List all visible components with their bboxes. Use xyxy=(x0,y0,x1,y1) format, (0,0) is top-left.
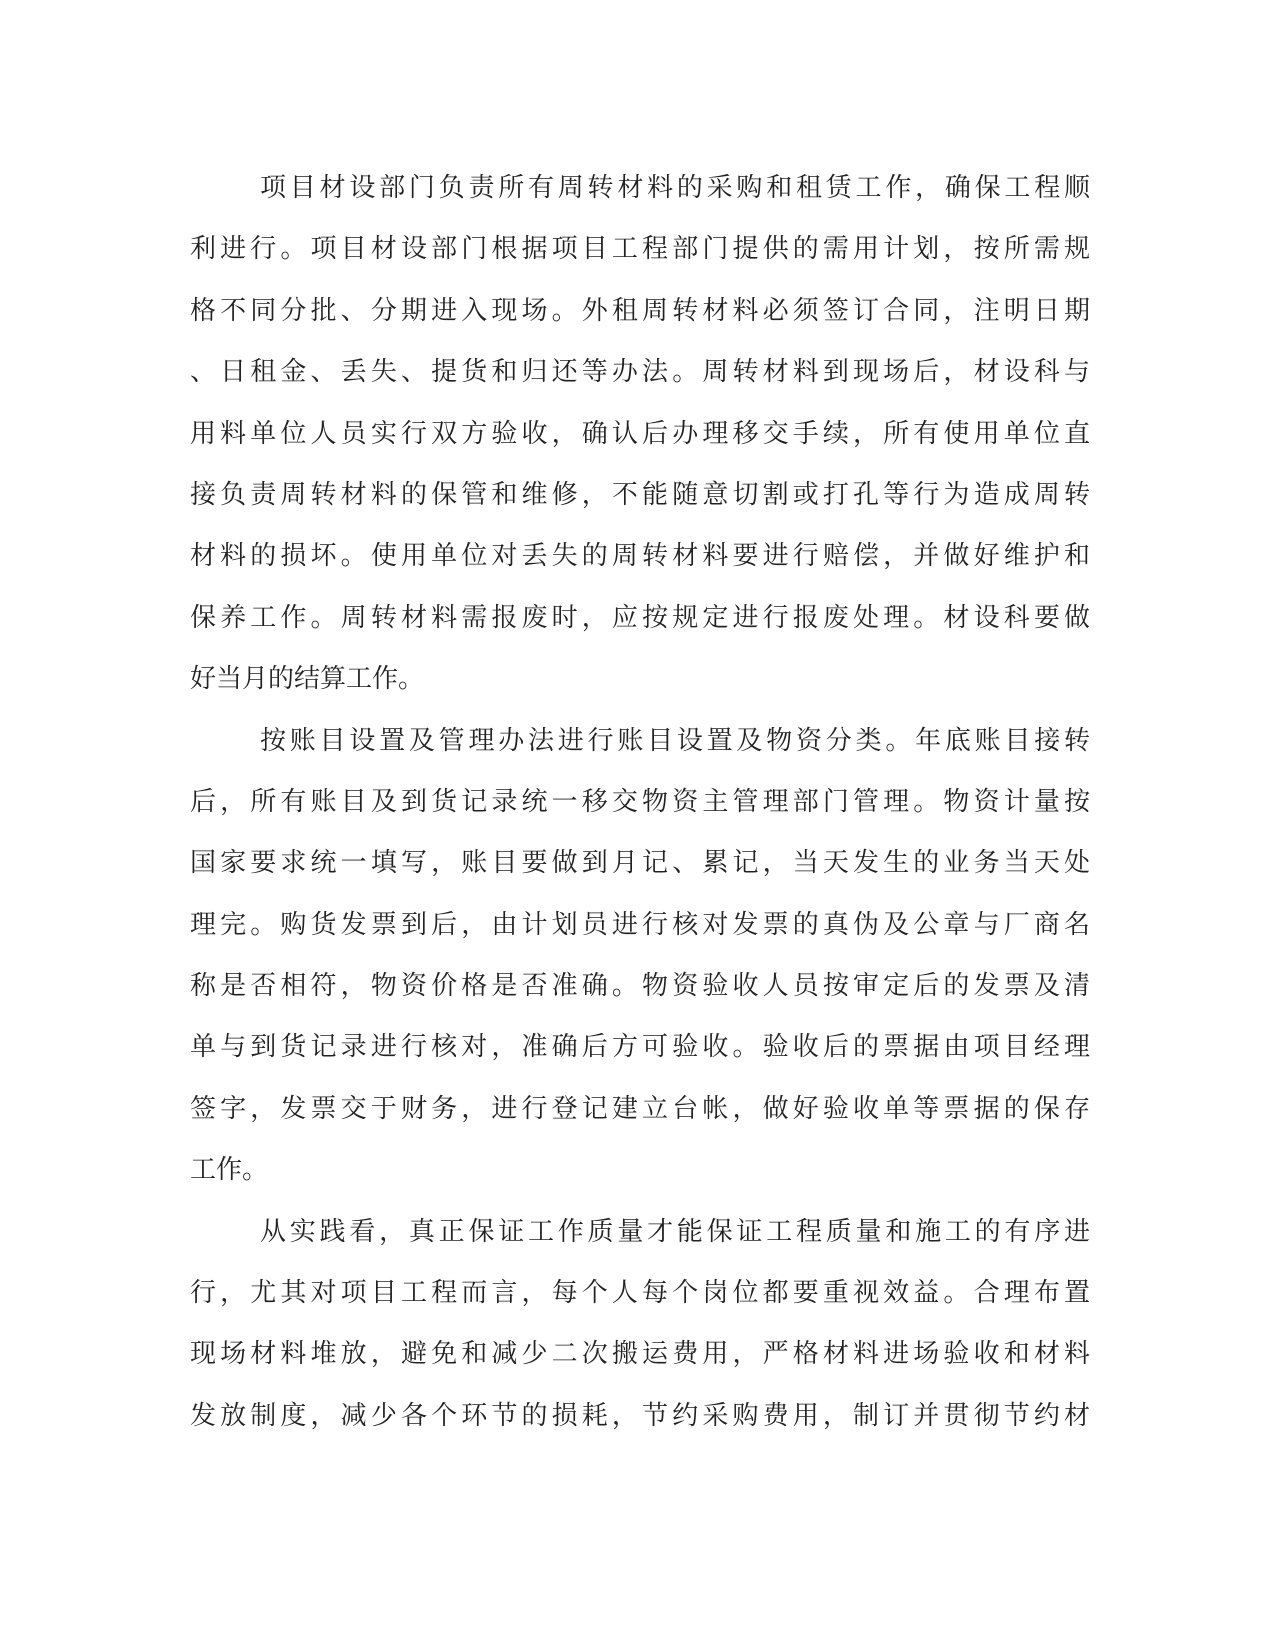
paragraph-line: 理完。购货发票到后，由计划员进行核对发票的真伪及公章与厂商名 xyxy=(190,909,1090,940)
document-body xyxy=(190,158,1090,1447)
paragraph-line: 保养工作。周转材料需报废时，应按规定进行报废处理。材设科要做 xyxy=(190,602,1090,633)
paragraph-line: 工作。 xyxy=(190,1155,269,1186)
paragraph-line: 单与到货记录进行核对，准确后方可验收。验收后的票据由项目经理 xyxy=(190,1032,1090,1063)
paragraph-line: 称是否相符，物资价格是否准确。物资验收人员按审定后的发票及清 xyxy=(190,971,1090,1002)
paragraph-line: 接负责周转材料的保管和维修，不能随意切割或打孔等行为造成周转 xyxy=(190,479,1090,510)
paragraph-line: 利进行。项目材设部门根据项目工程部门提供的需用计划，按所需规 xyxy=(190,234,1090,265)
paragraph-line: 发放制度，减少各个环节的损耗，节约采购费用，制订并贯彻节约材 xyxy=(190,1400,1090,1431)
paragraph-1 xyxy=(190,158,1090,711)
paragraph-3 xyxy=(190,1202,1090,1448)
paragraph-line: 国家要求统一填写，账目要做到月记、累记，当天发生的业务当天处 xyxy=(190,848,1090,879)
paragraph-line: 从实践看，真正保证工作质量才能保证工程质量和施工的有序进 xyxy=(260,1216,1090,1247)
paragraph-line: 签字，发票交于财务，进行登记建立台帐，做好验收单等票据的保存 xyxy=(190,1093,1090,1124)
paragraph-line: 用料单位人员实行双方验收，确认后办理移交手续，所有使用单位直 xyxy=(190,418,1090,449)
paragraph-line: 按账目设置及管理办法进行账目设置及物资分类。年底账目接转 xyxy=(260,725,1090,756)
paragraph-line: 好当月的结算工作。 xyxy=(190,664,425,695)
paragraph-line: 项目材设部门负责所有周转材料的采购和租赁工作，确保工程顺 xyxy=(260,173,1090,203)
paragraph-line: 行，尤其对项目工程而言，每个人每个岗位都要重视效益。合理布置 xyxy=(190,1278,1090,1309)
paragraph-line: 后，所有账目及到货记录统一移交物资主管理部门管理。物资计量按 xyxy=(190,786,1090,817)
paragraph-line: 、日租金、丢失、提货和归还等办法。周转材料到现场后，材设科与 xyxy=(190,357,1090,388)
paragraph-line: 格不同分批、分期进入现场。外租周转材料必须签订合同，注明日期 xyxy=(190,295,1090,326)
paragraph-2 xyxy=(190,711,1090,1202)
paragraph-line: 现场材料堆放，避免和减少二次搬运费用，严格材料进场验收和材料 xyxy=(190,1339,1090,1370)
paragraph-line: 材料的损坏。使用单位对丢失的周转材料要进行赔偿，并做好维护和 xyxy=(190,541,1090,572)
